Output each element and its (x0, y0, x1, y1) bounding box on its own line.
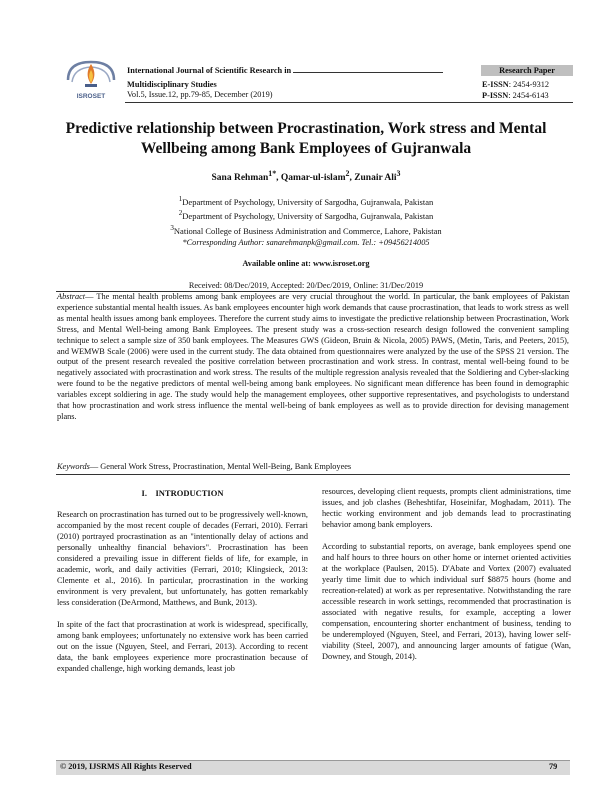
footer-copyright: © 2019, IJSRMS All Rights Reserved (60, 762, 192, 771)
author-sup: 2 (345, 169, 350, 178)
svg-text:ISROSET: ISROSET (76, 93, 106, 100)
eissn (482, 80, 549, 89)
abstract-dash: — (85, 292, 97, 301)
keywords-text: General Work Stress, Procrastination, Mental Well-Being, Bank Employees (100, 462, 352, 471)
author-sup: 3 (396, 169, 401, 178)
journal-title (127, 66, 443, 75)
keywords (57, 462, 569, 471)
journal-subtitle: Multidisciplinary Studies (127, 80, 217, 89)
body-paragraph: In spite of the fact that procrastination at work is widespread, specifically, among bank employees; unfortunately no extensive work has been carried out on the issue (Nguyen, Steel, and Ferrari, 2013). According to recent data, the bank employees experience more procrastination because of expanded challenge, high working demands, least job (57, 620, 308, 673)
received-dates: Received: 08/Dec/2019, Accepted: 20/Dec/2019, Online: 31/Dec/2019 (188, 281, 424, 290)
journal-title-text: International Journal of Scientific Research in (127, 66, 292, 75)
paper-type-badge: Research Paper (481, 65, 573, 76)
journal-title-blank (293, 72, 443, 73)
body-paragraph: According to substantial reports, on average, bank employees spend one and half hours to three hours on other home or internet oriented activities at the workplace (Paulsen, 2015). D'Abate and Vortex (2007) evaluated yearly time limit due to which individual surf $8875 hours (home and recreation-related) at work as per representative. Notwithstanding the rare accessible research in work settings, recommended that procrastination is associated with negative results, for example, accepting a lower compensation, encountering shorter enchantment of business, tending to be underemployed (Nguyen, Steel, and Ferrari, 2013), having lower self-viability (Steel, 2007), and announcing larger amounts of fatigue (Wan, Downey, and Stough, 2014). (322, 542, 571, 661)
affiliation: $^3$National College of Business Administration and Commerce, Lahore, Pakistan (170, 223, 442, 236)
body-paragraph: resources, developing client requests, prompts client administrations, time issues, and job clashes (Beheshtifar, Hoseinifar, Moghadam, 2011). The hectic working environment and job demands lead to procrastinating behavior among bank employers. (322, 487, 571, 529)
keywords-label: Keywords (57, 462, 90, 471)
left-column (57, 488, 308, 685)
author-sup: 1* (268, 169, 277, 178)
journal-logo (62, 54, 120, 104)
pissn-value: : 2454-6143 (508, 91, 549, 100)
abstract (57, 292, 569, 423)
section-heading: I. INTRODUCTION (141, 488, 224, 498)
abstract-text: The mental health problems among bank employees are very crucial throughout the world. In particular, the bank employees of Pakistan experience substantial mental health issues. As bank employees encounter high work demands that cause procrastination, that leads to work stress as well as mental health issues among bank employees. Therefore the current study aims to investigate the predictive relationship between Procrastination, Work Stress, and Mental Well-being among Bank Employees. The present study was a cross-section research design followed the convenient sampling technique to select a sample size of 350 bank employees. The Measures GWS (Gideon, Bruin & Nicola, 2005) PAWS, (Metin, Taris, and Peeters, 2015), and WEMWB Scale (2006) were used in the current study. The data obtained from questionnaires were analyzed by the use of the SPSS 21 version. The output of the present research revealed the positive correlation between procrastination and work stress. In contrast, mental well-being found to be negatively associated with procrastination and work stress. The results of the multiple regression analysis revealed that the Soldiering and Cyber-slacking were found to be the negative predictors of mental well-being among bank employees. No significant mean difference has been found in demographic variables except soldiering in age. The study would help the management employees, other supportive representatives, and psychologists to understand that how procrastination and work stress influence the mental well-being of bank employees as well as to provide direction for devising management plans. (57, 292, 569, 421)
affiliations (40, 194, 572, 237)
author-list: Sana Rehman$^{1*}$, Qamar-ul-islam$^2$, Zunair Ali$^3$ (211, 169, 401, 184)
pissn (482, 91, 549, 100)
author-name: Zunair Ali (354, 173, 397, 184)
paper-title: Predictive relationship between Procrastination, Work stress and Mental Wellbeing among Bank Employees of Gujranwala (65, 120, 547, 157)
keywords-divider (56, 474, 570, 475)
author-name: Qamar-ul-islam (280, 173, 346, 184)
right-column (322, 486, 571, 673)
eissn-label: E-ISSN (482, 80, 509, 89)
volume-info: Vol.5, Issue.12, pp.79-85, December (2019) (127, 90, 273, 99)
body-paragraph: Research on procrastination has turned out to be progressively well-known, accompanied by the most recent couple of decades (Ferrari, 2010). Ferrari (2010) portrayed procrastination as an "intentionally delay of actions and personally unhealthy financial behaviors". Procrastination has been considered a prevailing issue in different fields of life, for example, in academic, work, and daily activities (Ferrari, 2010; Klingsieck, 2013: Clemente et al., 2016). In particular, procrastination in the working environment is very prevalent, but unfortunately, has gotten remarkably less consideration (DeArmond, Matthews, and Bunk, 2013). (57, 510, 308, 607)
abstract-label: Abstract (57, 292, 86, 301)
page-number: 79 (549, 762, 558, 771)
available-online: Available online at: www.isroset.org (242, 259, 370, 268)
keywords-dash: — (89, 462, 101, 471)
corresponding-author: *Corresponding Author: sanarehmanpk@gmail.com. Tel.: +09456214005 (182, 238, 430, 247)
affiliation: $^2$Department of Psychology, University of Sargodha, Gujranwala, Pakistan (178, 209, 434, 222)
header-divider (125, 102, 573, 103)
eissn-value: : 2454-9312 (508, 80, 550, 89)
affiliation: $^1$Department of Psychology, University of Sargodha, Gujranwala, Pakistan (178, 195, 434, 207)
pissn-label: P-ISSN (482, 91, 509, 100)
author-name: Sana Rehman (211, 173, 269, 184)
